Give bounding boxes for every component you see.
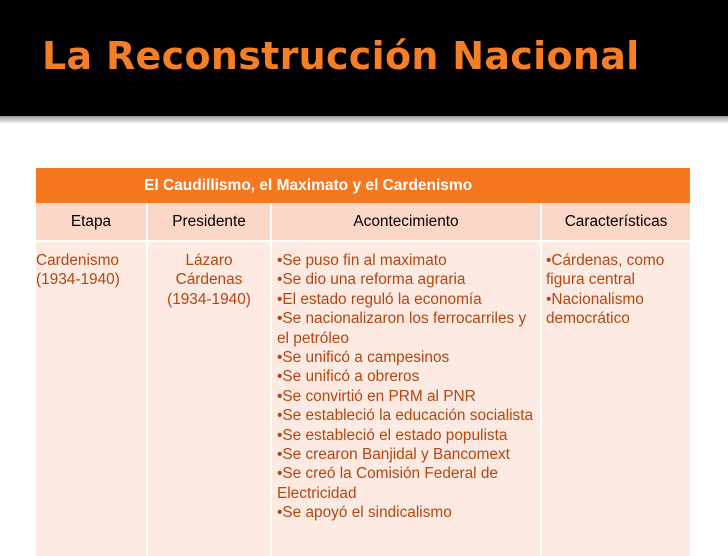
column-header-presidente: Presidente bbox=[147, 203, 271, 241]
acontecimiento-item: •El estado reguló la economía bbox=[277, 290, 482, 308]
acontecimiento-item: •Se estableció la educación socialista bbox=[277, 407, 534, 425]
caracteristica-item: •Cárdenas, como figura central bbox=[546, 252, 665, 289]
table-header-row bbox=[36, 168, 690, 203]
presidente-line: Cárdenas bbox=[175, 271, 243, 289]
column-header-etapa: Etapa bbox=[36, 203, 147, 241]
table-header-title: El Caudillismo, el Maximato y el Cardenismo bbox=[144, 176, 473, 194]
acontecimiento-item: •Se puso fin al maximato bbox=[277, 252, 447, 269]
caracteristica-item: •Nacionalismo democrático bbox=[546, 290, 644, 328]
acontecimiento-item: •Se apoyó el sindicalismo bbox=[277, 504, 452, 522]
etapa-line: Cardenismo bbox=[36, 252, 119, 269]
acontecimiento-item: •Se crearon Banjidal y Bancomext bbox=[277, 446, 510, 464]
slide-title: La Reconstrucción Nacional bbox=[42, 34, 640, 78]
column-header-caracteristicas: Características bbox=[541, 203, 690, 241]
column-headers-row bbox=[36, 203, 690, 241]
etapa-cell bbox=[36, 241, 147, 556]
table-row bbox=[36, 241, 690, 556]
etapa-line: (1934-1940) bbox=[36, 271, 120, 289]
acontecimiento-item: •Se unificó a obreros bbox=[277, 368, 420, 386]
acontecimiento-item: •Se estableció el estado populista bbox=[277, 426, 508, 444]
presidente-line: Lázaro bbox=[185, 252, 233, 269]
header-spacer bbox=[36, 168, 147, 203]
presidente-cell bbox=[147, 241, 271, 556]
acontecimiento-cell bbox=[271, 241, 541, 556]
acontecimiento-item: •Se convirtió en PRM al PNR bbox=[277, 387, 476, 405]
acontecimiento-item: •Se dio una reforma agraria bbox=[277, 271, 466, 289]
presidente-line: (1934-1940) bbox=[167, 290, 251, 308]
acontecimiento-item: •Se nacionalizaron los ferrocarriles y el petróleo bbox=[277, 310, 527, 347]
history-table bbox=[36, 168, 690, 556]
acontecimiento-item: •Se creó la Comisión Federal de Electricidad bbox=[277, 465, 498, 502]
acontecimiento-item: •Se unificó a campesinos bbox=[277, 349, 450, 367]
caracteristicas-cell bbox=[541, 241, 690, 556]
column-header-acontecimiento: Acontecimiento bbox=[271, 203, 541, 241]
table-header-cell bbox=[144, 168, 690, 203]
title-bar bbox=[0, 0, 728, 116]
